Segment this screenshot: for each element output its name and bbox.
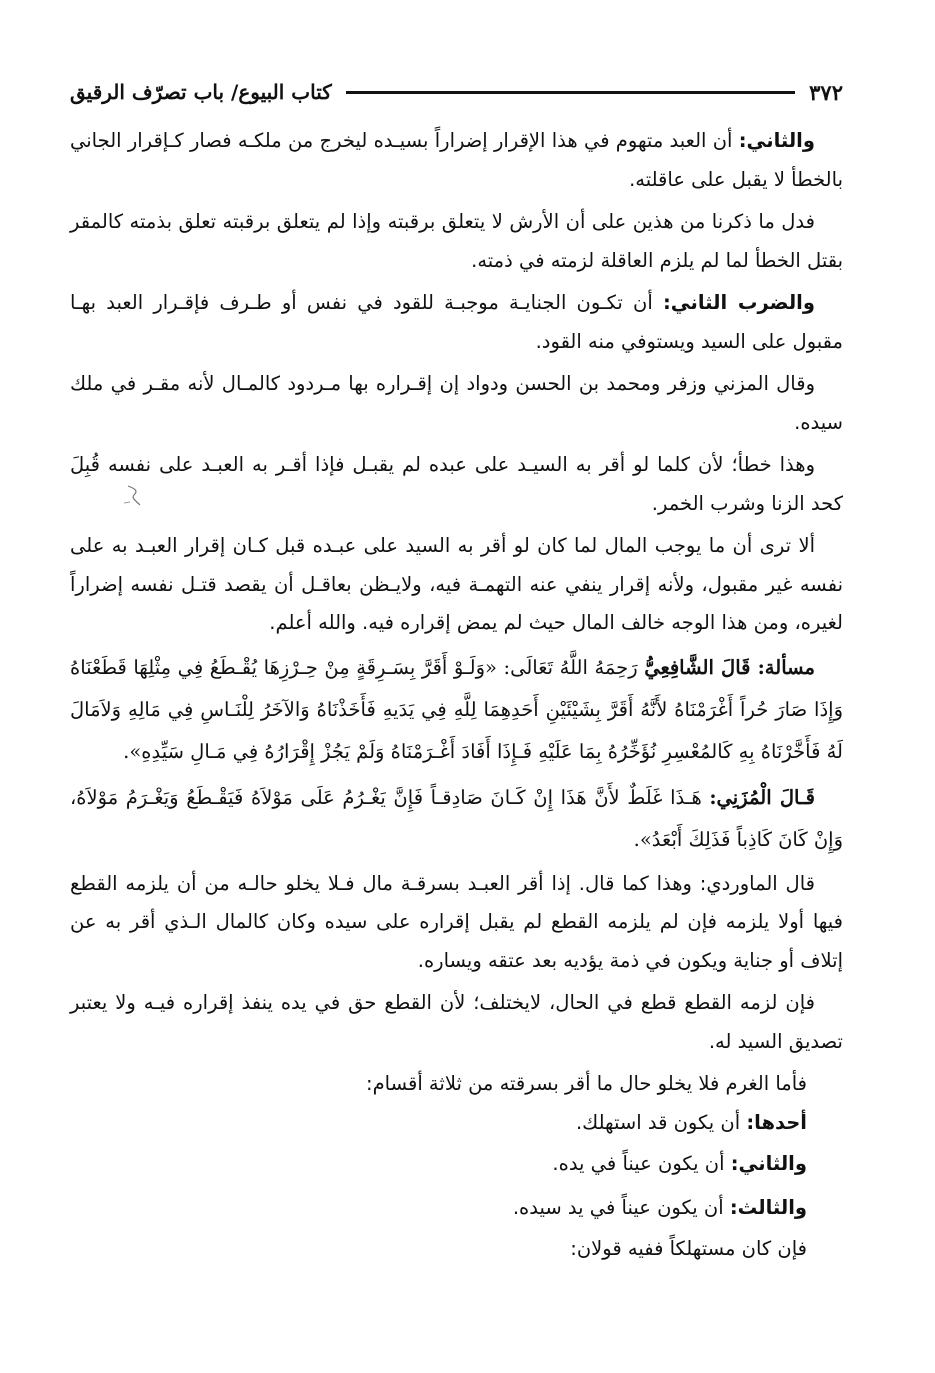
paragraph-text: وقال المزني وزفر ومحمد بن الحسن ودواد إن إقـراره بها مـردود كالمـال لأنه مقـر في ملك سيده. [70, 372, 843, 434]
paragraph-lead: والضرب الثاني: [663, 291, 815, 314]
paragraph-text: ألا ترى أن ما يوجب المال لما كان لو أقر به السيد على عبـده قبل كـان إقرار العبـد به على نفسه غير مقبول، ولأنه إقرار ينفي عنه التهمـة فيه، ولايـظن بعاقـل أن يقصد قتـل نفسه إضراراً لغيره، ومن هذا الوجه خالف المال حيث لم يمض إقراره فيه. والله أعلم. [70, 534, 843, 634]
muzani-text: هَـذَا غَلَطٌ لأَنَّ هَذَا إِنْ كَـانَ صَادِقـاً فَإِنَّ يَغْـرُمُ عَلَى مَوْلاَهُ فَيَقْـطَعُ وَيَغْـرَمُ مَوْلاَهُ، وَإِنْ كَانَ كَاذِباً فَذَلِكَ أَبْعَدُ». [70, 785, 843, 851]
paragraph-second-reason [70, 122, 843, 199]
paragraph-text: أن تكـون الجنايـة موجبـة للقود في نفس أو طـرف فإقـرار العبد بهـا مقبول على السيد ويستوفي منه القود. [70, 291, 843, 353]
paragraph-text: قال الماوردي: وهذا كما قال. إذا أقر العبـد بسرقـة مال فـلا يخلو حالـه من أن يلزمه القطع فيها أولا يلزمه فإن لم يلزمه القطع لم يقبل إقراره على سيده وكان كالمال الـذي أقر به عن إتلاف أو جناية ويكون في ذمة يؤديه بعد عتقه ويساره. [70, 871, 843, 972]
mawardi-paragraph [70, 865, 843, 981]
paragraph-second-type [70, 284, 843, 361]
list-closing: فإن كان مستهلكاً ففيه قولان: [570, 1237, 807, 1260]
page-header [70, 72, 843, 112]
page-body [70, 122, 843, 1269]
list-item-lead: أحدها: [746, 1110, 807, 1134]
paragraph-conclusion [70, 203, 843, 280]
list-item-text: أن يكون عيناً في يد سيده. [512, 1196, 730, 1219]
page-number: ٣٧٢ [809, 79, 843, 105]
list-intro: فأما الغرم فلا يخلو حال ما أقر بسرقته من ثلاثة أقسام: [366, 1072, 807, 1095]
header-rule [346, 91, 795, 94]
masala-lead: مسألة: قَالَ الشَّافِعِيُّ [644, 655, 815, 679]
masala-text: رَحِمَهُ اللَّهُ تَعَالَى: «وَلَـوْ أَقَرَّ بِسَـرِقَةٍ مِنْ حِـرْزِهَا يُقْـطَعُ فِي مِثْلِهَا قَطَعْنَاهُ وَإِذَا صَارَ حُراً أَغْرَمْنَاهُ لأَنَّهُ أَقَرَّ بِشَيْئَيْنِ أَحَدِهِمَا لِلَّهِ فِي يَدَيهِ فَأَخَذْنَاهُ وَالآخَرُ لِلْنَـاسِ فِي مَالِهِ وَلاَمَالَ لَهُ فَأَخَّرْنَاهُ بِهِ كَالمُعْسِرِ نُؤَخِّرُهُ بِمَا عَلَيْهِ فَـإِذَا أَفَادَ أَغْـرَمْنَاهُ وَلَمْ يَجُزْ إِقْرَارُهُ فِي مَـالِ سَيِّدِهِ». [70, 655, 843, 763]
division-list [70, 1065, 807, 1269]
list-item-text: أن يكون عيناً في يده. [552, 1152, 731, 1175]
muzani-lead: قَـالَ الْمُزَنِي: [709, 785, 815, 809]
paragraph-text: وهذا خطأ؛ لأن كلما لو أقر به السيـد على عبده لم يقبـل فإذا أقـر به العبـد على نفسه قُبِلَ كحد الزنا وشرب الخمر. [70, 453, 843, 515]
mawardi-paragraph [70, 984, 843, 1061]
running-title: كتاب البيوع/ باب تصرّف الرقيق [70, 80, 332, 104]
list-item [70, 1142, 807, 1186]
paragraph-lead: والثاني: [738, 129, 815, 152]
list-item-text: أن يكون قد استهلك. [575, 1110, 747, 1134]
list-item [70, 1104, 807, 1143]
paragraph-argument [70, 527, 843, 643]
list-item-lead: والثاني: [730, 1152, 807, 1175]
masala-quote [70, 647, 843, 773]
paragraph-refutation [70, 446, 843, 523]
list-item-lead: والثالث: [729, 1196, 807, 1219]
muzani-quote [70, 777, 843, 861]
paragraph-text: فدل ما ذكرنا من هذين على أن الأرش لا يتعلق برقبته وإذا لم يتعلق برقبته تعلق بذمته كالمقر بقتل الخطأ لما لم يلزم العاقلة لزمته في ذمته. [70, 210, 843, 272]
pencil-mark-icon [122, 483, 146, 509]
paragraph-text: أن العبد متهوم في هذا الإقرار إضراراً بسيـده ليخرج من ملكـه فصار كـإقرار الجاني بالخطأ لا يقبل على عاقلته. [70, 129, 843, 191]
list-item [70, 1186, 807, 1230]
paragraph-muzani-opinion [70, 365, 843, 442]
paragraph-text: فإن لزمه القطع قطع في الحال، لايختلف؛ لأن القطع حق في يده ينفذ إقراره فيـه ولا يعتبر تصديق السيد له. [70, 991, 843, 1053]
